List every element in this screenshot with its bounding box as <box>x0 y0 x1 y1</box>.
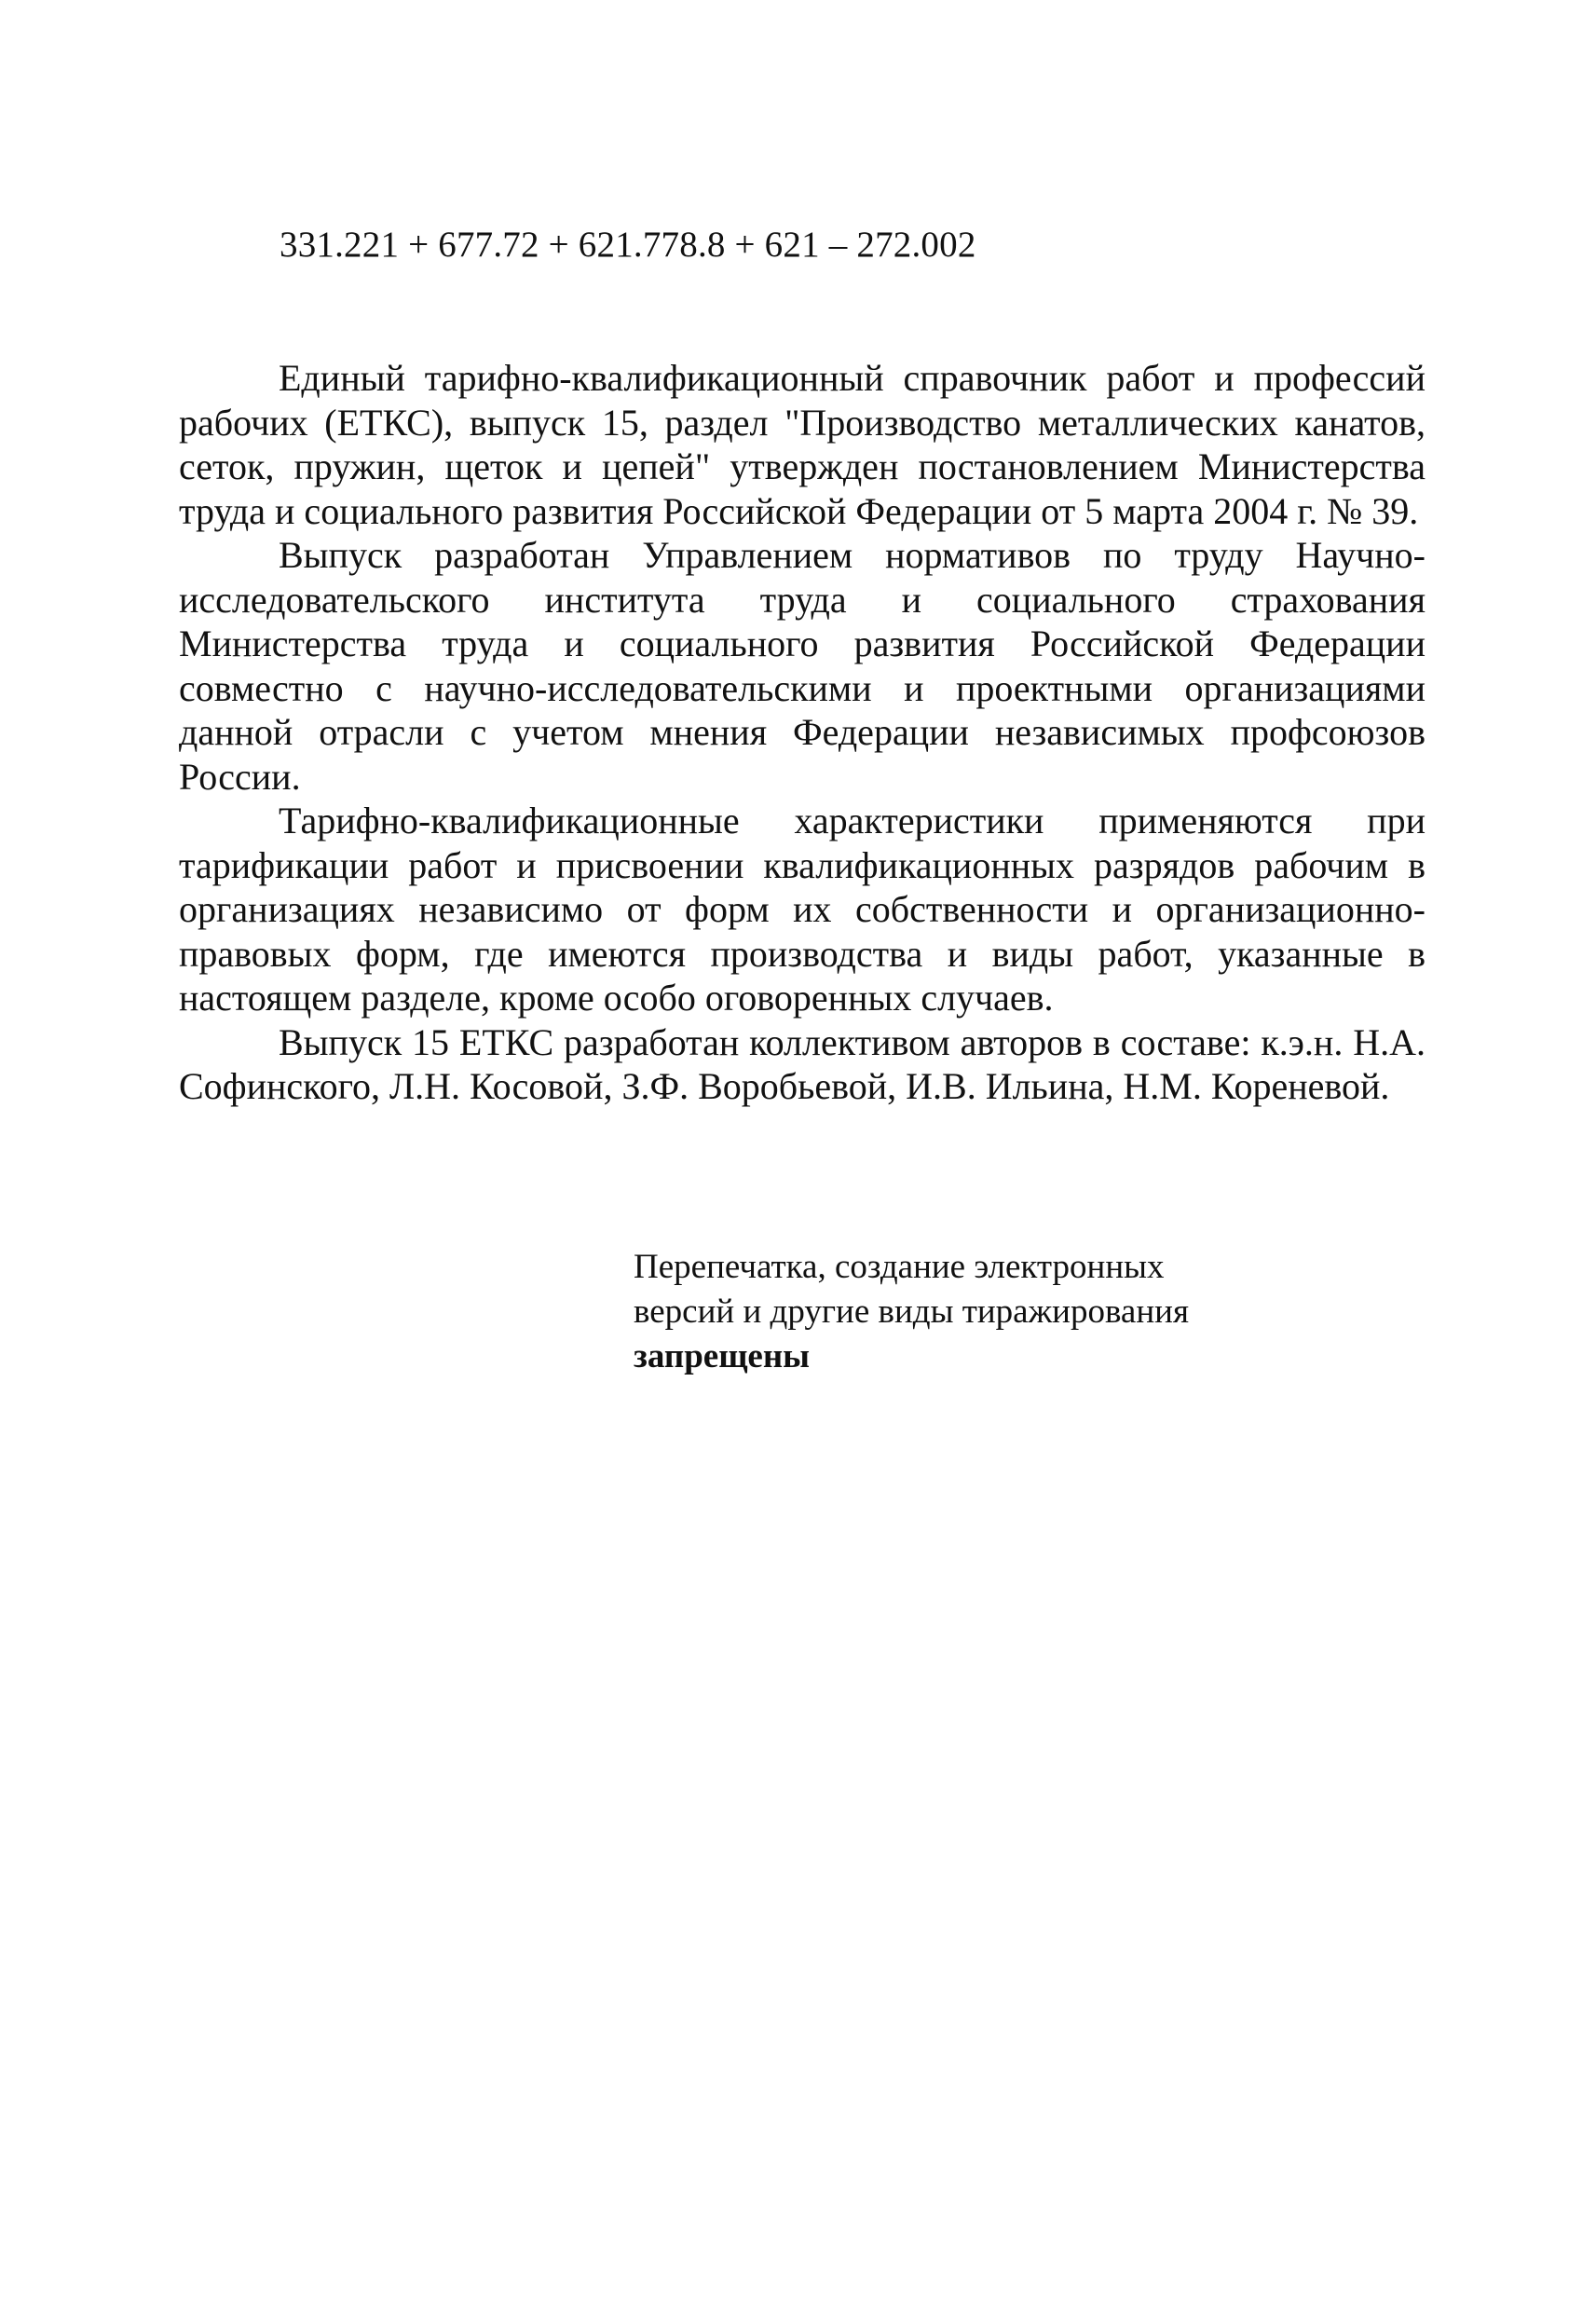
document-body <box>179 356 1425 1109</box>
udc-index: 331.221 + 677.72 + 621.778.8 + 621 – 272.002 <box>280 225 976 265</box>
notice-prohibited: запрещены <box>634 1337 811 1375</box>
paragraph-approval: Единый тарифно-квалификационный справочник работ и профессий рабочих (ЕТКС), выпуск 15, раздел "Производство металлических канатов, сеток, пружин, щеток и цепей" утвержден постановлением Министерства труда и социального развития Российской Федерации от 5 марта 2004 г. № 39. <box>179 357 1425 532</box>
notice-line-1: Перепечатка, создание электронных <box>634 1248 1165 1286</box>
paragraph-application: Тарифно-квалификационные характеристики применяются при тарификации работ и присвоении квалификационных разрядов рабочим в организациях независимо от форм их собственности и организационно-правовых форм, где имеются производства и виды работ, указанные в настоящем разделе, кроме особо оговоренных случаев. <box>179 800 1425 1019</box>
paragraph-authors: Выпуск 15 ЕТКС разработан коллективом авторов в составе: к.э.н. Н.А. Софинского, Л.Н. Косовой, З.Ф. Воробьевой, И.В. Ильина, Н.М. Кореневой. <box>179 1020 1425 1107</box>
copyright-notice <box>634 1245 1342 1379</box>
notice-line-2: версий и другие виды тиражирования <box>634 1293 1189 1331</box>
paragraph-developers: Выпуск разработан Управлением нормативов по труду Научно-исследовательского института труда и социального страхования Министерства труда и социального развития Российской Федерации совместно с научно-исследовательскими и проектными организациями данной отрасли с учетом мнения Федерации независимых профсоюзов России. <box>179 534 1425 798</box>
